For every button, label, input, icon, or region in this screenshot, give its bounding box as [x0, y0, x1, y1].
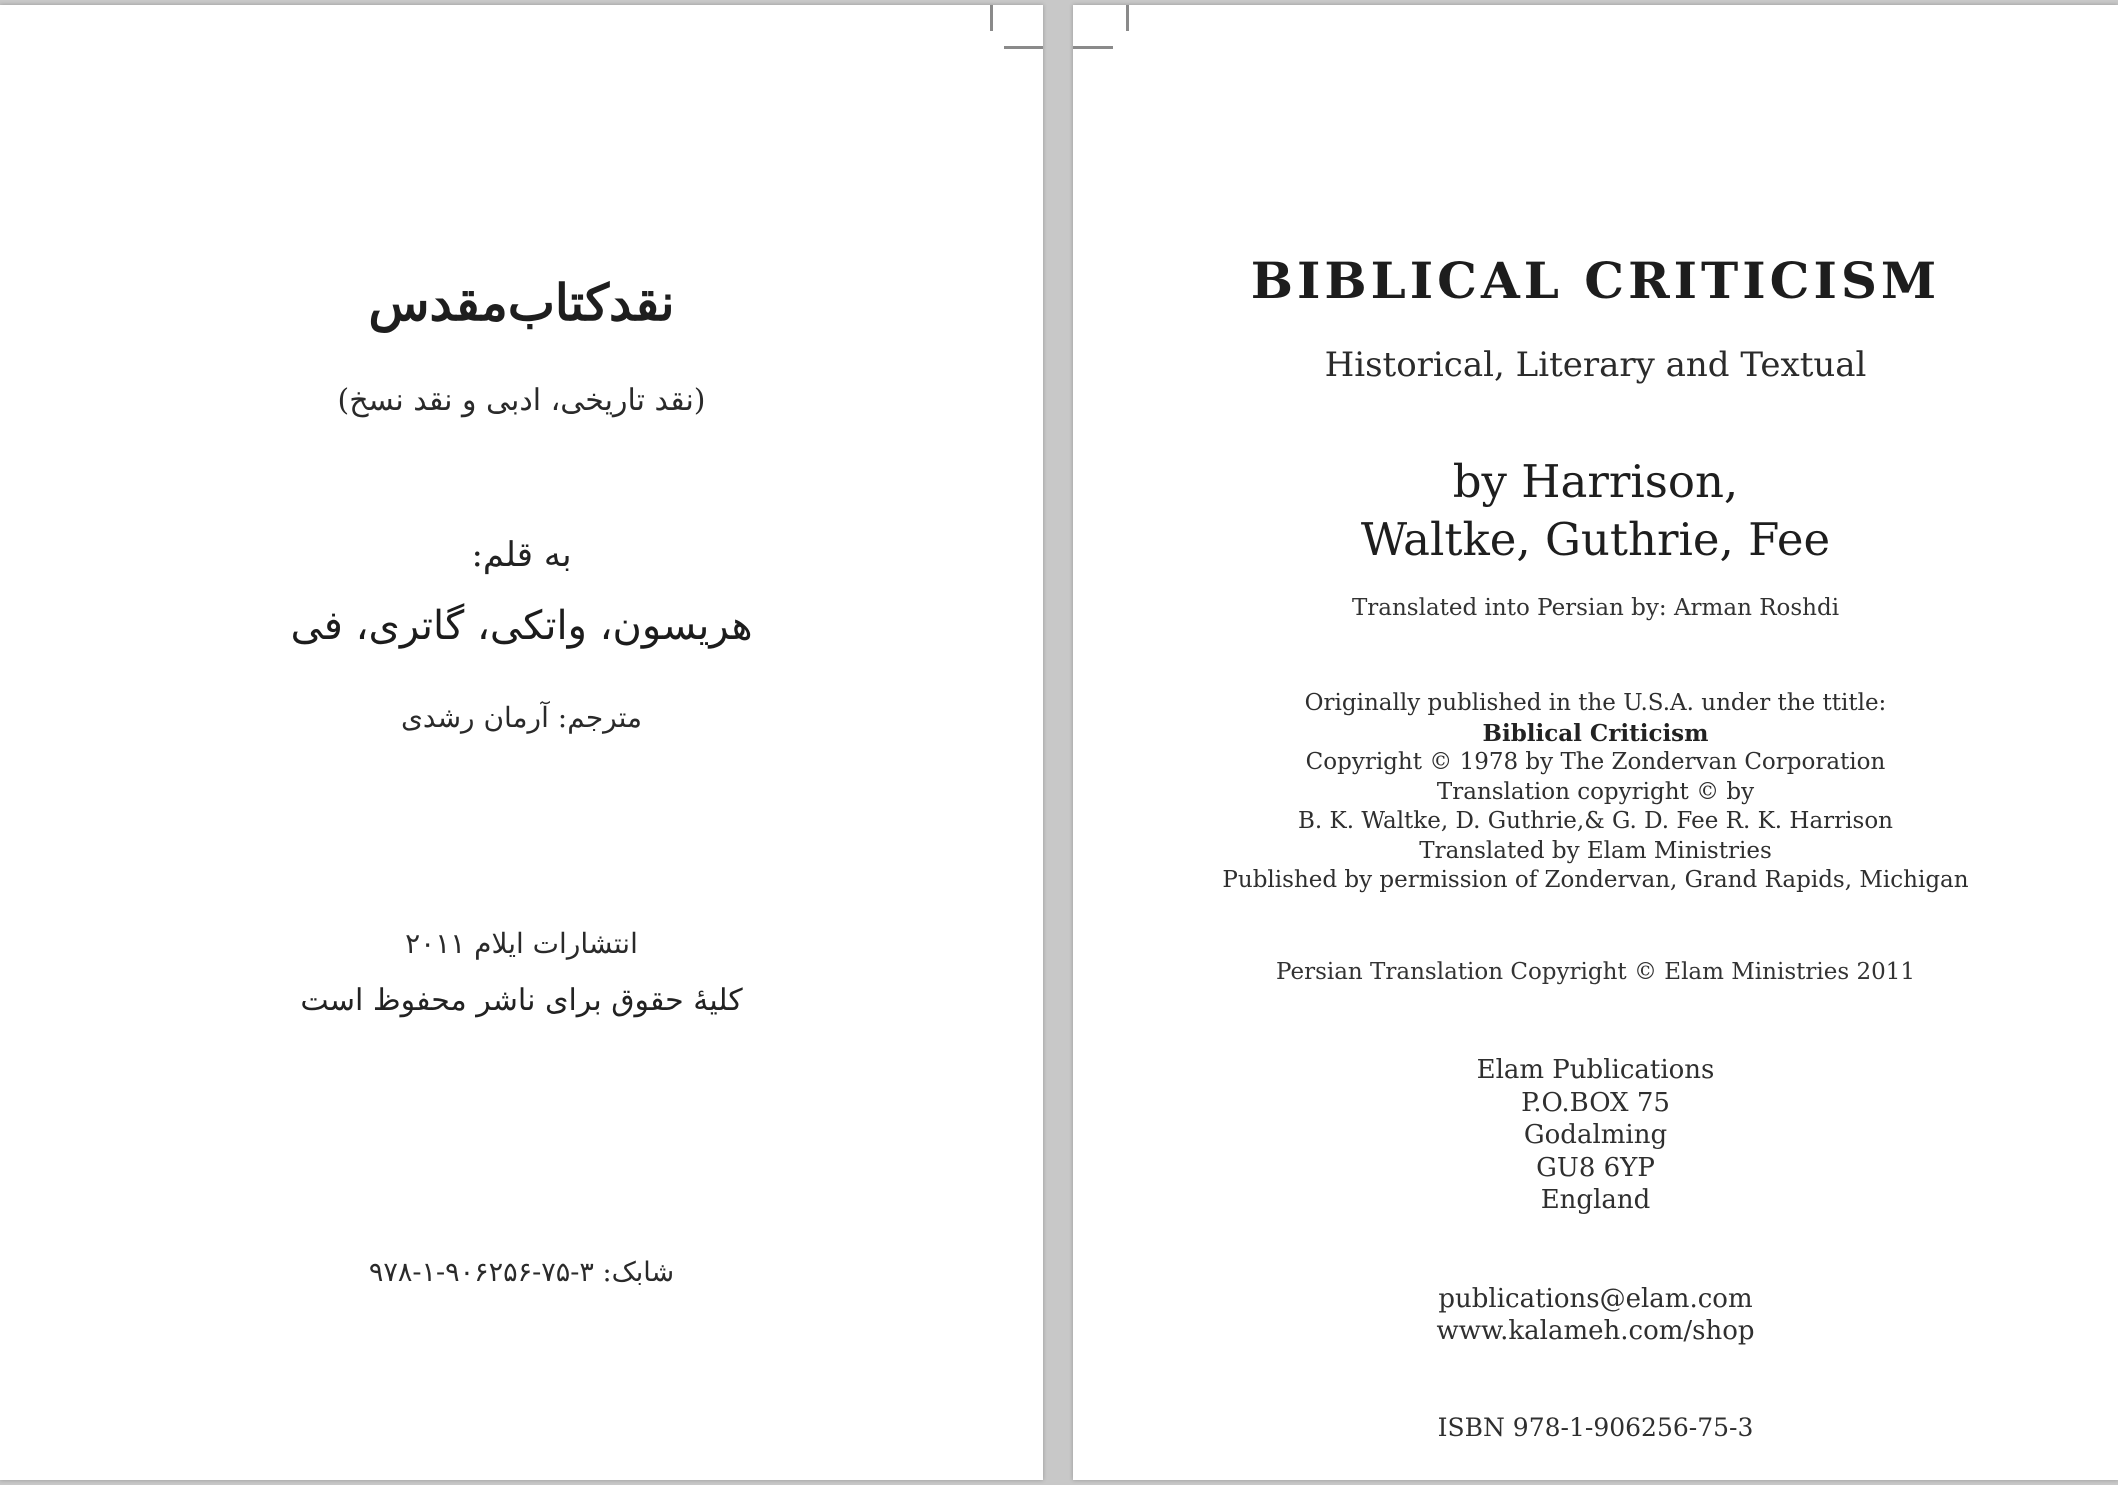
english-book-subtitle: Historical, Literary and Textual — [1324, 345, 1867, 385]
persian-publisher: انتشارات ایلام ۲۰۱۱ — [405, 927, 638, 960]
persian-translation-copyright: Persian Translation Copyright © Elam Ministries 2011 — [1276, 959, 1915, 985]
email-address: publications@elam.com — [1438, 1284, 1753, 1314]
crop-mark — [1126, 5, 1129, 31]
authors-line: Waltke, Guthrie, Fee — [1360, 513, 1831, 566]
persian-title-page — [0, 5, 1043, 1480]
original-publication-block — [1073, 689, 2118, 896]
crop-mark — [1004, 46, 1043, 49]
english-book-title: BIBLICAL CRITICISM — [1250, 251, 1941, 310]
address-line: Godalming — [1523, 1120, 1668, 1151]
translator-credit: Translated into Persian by: Arman Roshdi — [1351, 595, 1840, 621]
address-line: Elam Publications — [1476, 1055, 1715, 1085]
persian-by-label: به قلم: — [471, 535, 572, 575]
persian-rights-notice: کلیهٔ حقوق برای ناشر محفوظ است — [300, 983, 743, 1018]
publication-line: Published by permission of Zondervan, Grand Rapids, Michigan — [1222, 867, 1969, 893]
publication-line: Translated by Elam Ministries — [1419, 837, 1772, 864]
publication-line: Originally published in the U.S.A. under the ttitle: — [1304, 690, 1887, 716]
english-copyright-page — [1073, 5, 2118, 1480]
publication-line: Translation copyright © by — [1436, 778, 1755, 805]
address-line: P.O.BOX 75 — [1521, 1087, 1670, 1118]
address-line: GU8 6YP — [1536, 1152, 1655, 1183]
publication-line: B. K. Waltke, D. Guthrie,& G. D. Fee R. K. Harrison — [1298, 808, 1893, 834]
persian-authors: هریسون، واتکی، گاتری، فی — [290, 603, 753, 649]
authors-line: by Harrison, — [1452, 455, 1739, 508]
publication-line: Copyright © 1978 by The Zondervan Corporation — [1305, 749, 1886, 775]
website-url: www.kalameh.com/shop — [1436, 1316, 1755, 1346]
address-line: England — [1540, 1185, 1651, 1216]
persian-book-subtitle: (نقد تاریخی، ادبی و نقد نسخ) — [337, 383, 706, 418]
crop-mark — [1073, 46, 1113, 49]
original-title: Biblical Criticism — [1482, 719, 1709, 747]
crop-mark — [990, 5, 993, 31]
english-isbn: ISBN 978-1-906256-75-3 — [1437, 1413, 1754, 1442]
persian-book-title: نقدکتاب‌مقدس — [368, 273, 675, 332]
english-authors — [1073, 453, 2118, 569]
persian-translator: مترجم: آرمان رشدی — [400, 701, 643, 734]
publisher-address — [1073, 1054, 2118, 1217]
publisher-contact — [1073, 1283, 2118, 1347]
persian-isbn: شابک: ۳-۷۵-۹۰۶۲۵۶-۱-۹۷۸ — [368, 1257, 675, 1288]
